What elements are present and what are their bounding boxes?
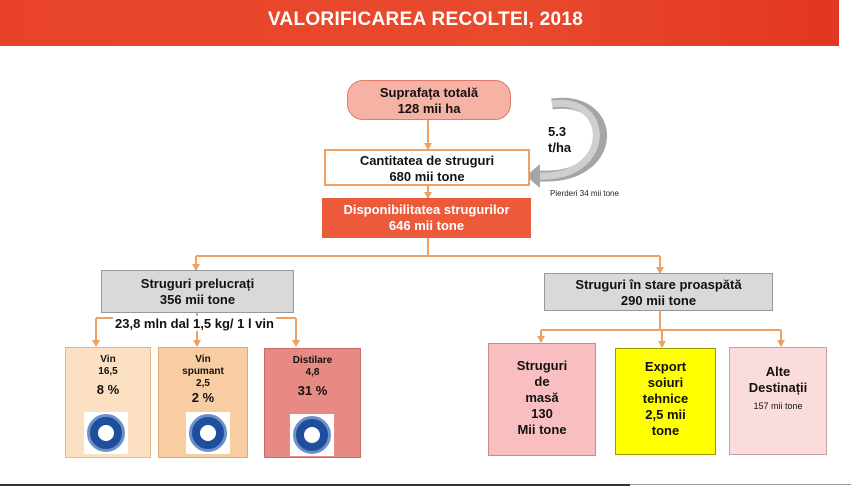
igp-seal-icon: [87, 414, 125, 452]
other-destinations-node: [729, 347, 827, 455]
processed-value: 356 mii tone: [159, 292, 236, 307]
distilare-percent: 31 %: [297, 383, 328, 398]
losses-note: Pierderi 34 mii tone: [550, 189, 619, 198]
spumant-percent: 2 %: [191, 390, 215, 405]
fresh-node: [544, 273, 773, 311]
quantity-label: Cantitatea de struguri: [359, 153, 495, 168]
table-grapes-node: [488, 343, 596, 456]
bottom-rule: [0, 484, 630, 486]
other-value: 157 mii tone: [753, 401, 803, 411]
processed-label: Struguri prelucrați: [140, 276, 255, 291]
availability-value: 646 mii tone: [388, 218, 465, 233]
igp-seal-icon: [189, 414, 227, 452]
fresh-label: Struguri în stare proaspătă: [575, 277, 742, 292]
other-label-1: Alte: [765, 364, 791, 379]
spumant-value: 2,5: [196, 378, 210, 389]
yield-value: 5.3: [548, 124, 567, 139]
vin-label: Vin: [100, 354, 116, 365]
table-grapes-label-2: de: [534, 374, 550, 389]
processed-node: [101, 270, 294, 313]
surface-value: 128 mii ha: [397, 101, 461, 116]
quantity-node: [324, 149, 530, 186]
table-grapes-unit: Mii tone: [517, 422, 567, 437]
table-grapes-value: 130: [531, 406, 553, 421]
vin-percent: 8 %: [96, 382, 120, 397]
availability-label: Disponibilitatea strugurilor: [343, 202, 510, 217]
export-label-3: tehnice: [642, 391, 689, 406]
other-label-2: Destinații: [748, 380, 808, 395]
quantity-value: 680 mii tone: [389, 169, 465, 184]
bottom-rule-right: [630, 484, 851, 485]
spumant-label-2: spumant: [182, 366, 224, 377]
availability-node: [322, 198, 531, 238]
vin-value: 16,5: [98, 366, 118, 377]
export-label-1: Export: [644, 359, 687, 374]
igp-seal-icon: [293, 416, 331, 454]
fresh-value: 290 mii tone: [620, 293, 697, 308]
distilare-value: 4,8: [305, 367, 320, 378]
distilare-label: Distilare: [292, 355, 333, 366]
table-grapes-label-1: Struguri: [516, 358, 568, 373]
page-title: VALORIFICAREA RECOLTEI, 2018: [267, 9, 584, 30]
export-value: 2,5 mii: [645, 407, 686, 422]
yield-unit: t/ha: [548, 140, 572, 155]
table-grapes-label-3: masă: [525, 390, 559, 405]
wine-conversion-note: 23,8 mln dal 1,5 kg/ 1 l vin: [115, 316, 274, 331]
yield-label: [548, 124, 571, 156]
spumant-label: Vin: [195, 354, 211, 365]
surface-node: [347, 80, 511, 120]
export-node: [615, 348, 716, 455]
export-label-2: soiuri: [647, 375, 684, 390]
surface-label: Suprafața totală: [379, 85, 479, 100]
export-unit: tone: [651, 423, 680, 438]
